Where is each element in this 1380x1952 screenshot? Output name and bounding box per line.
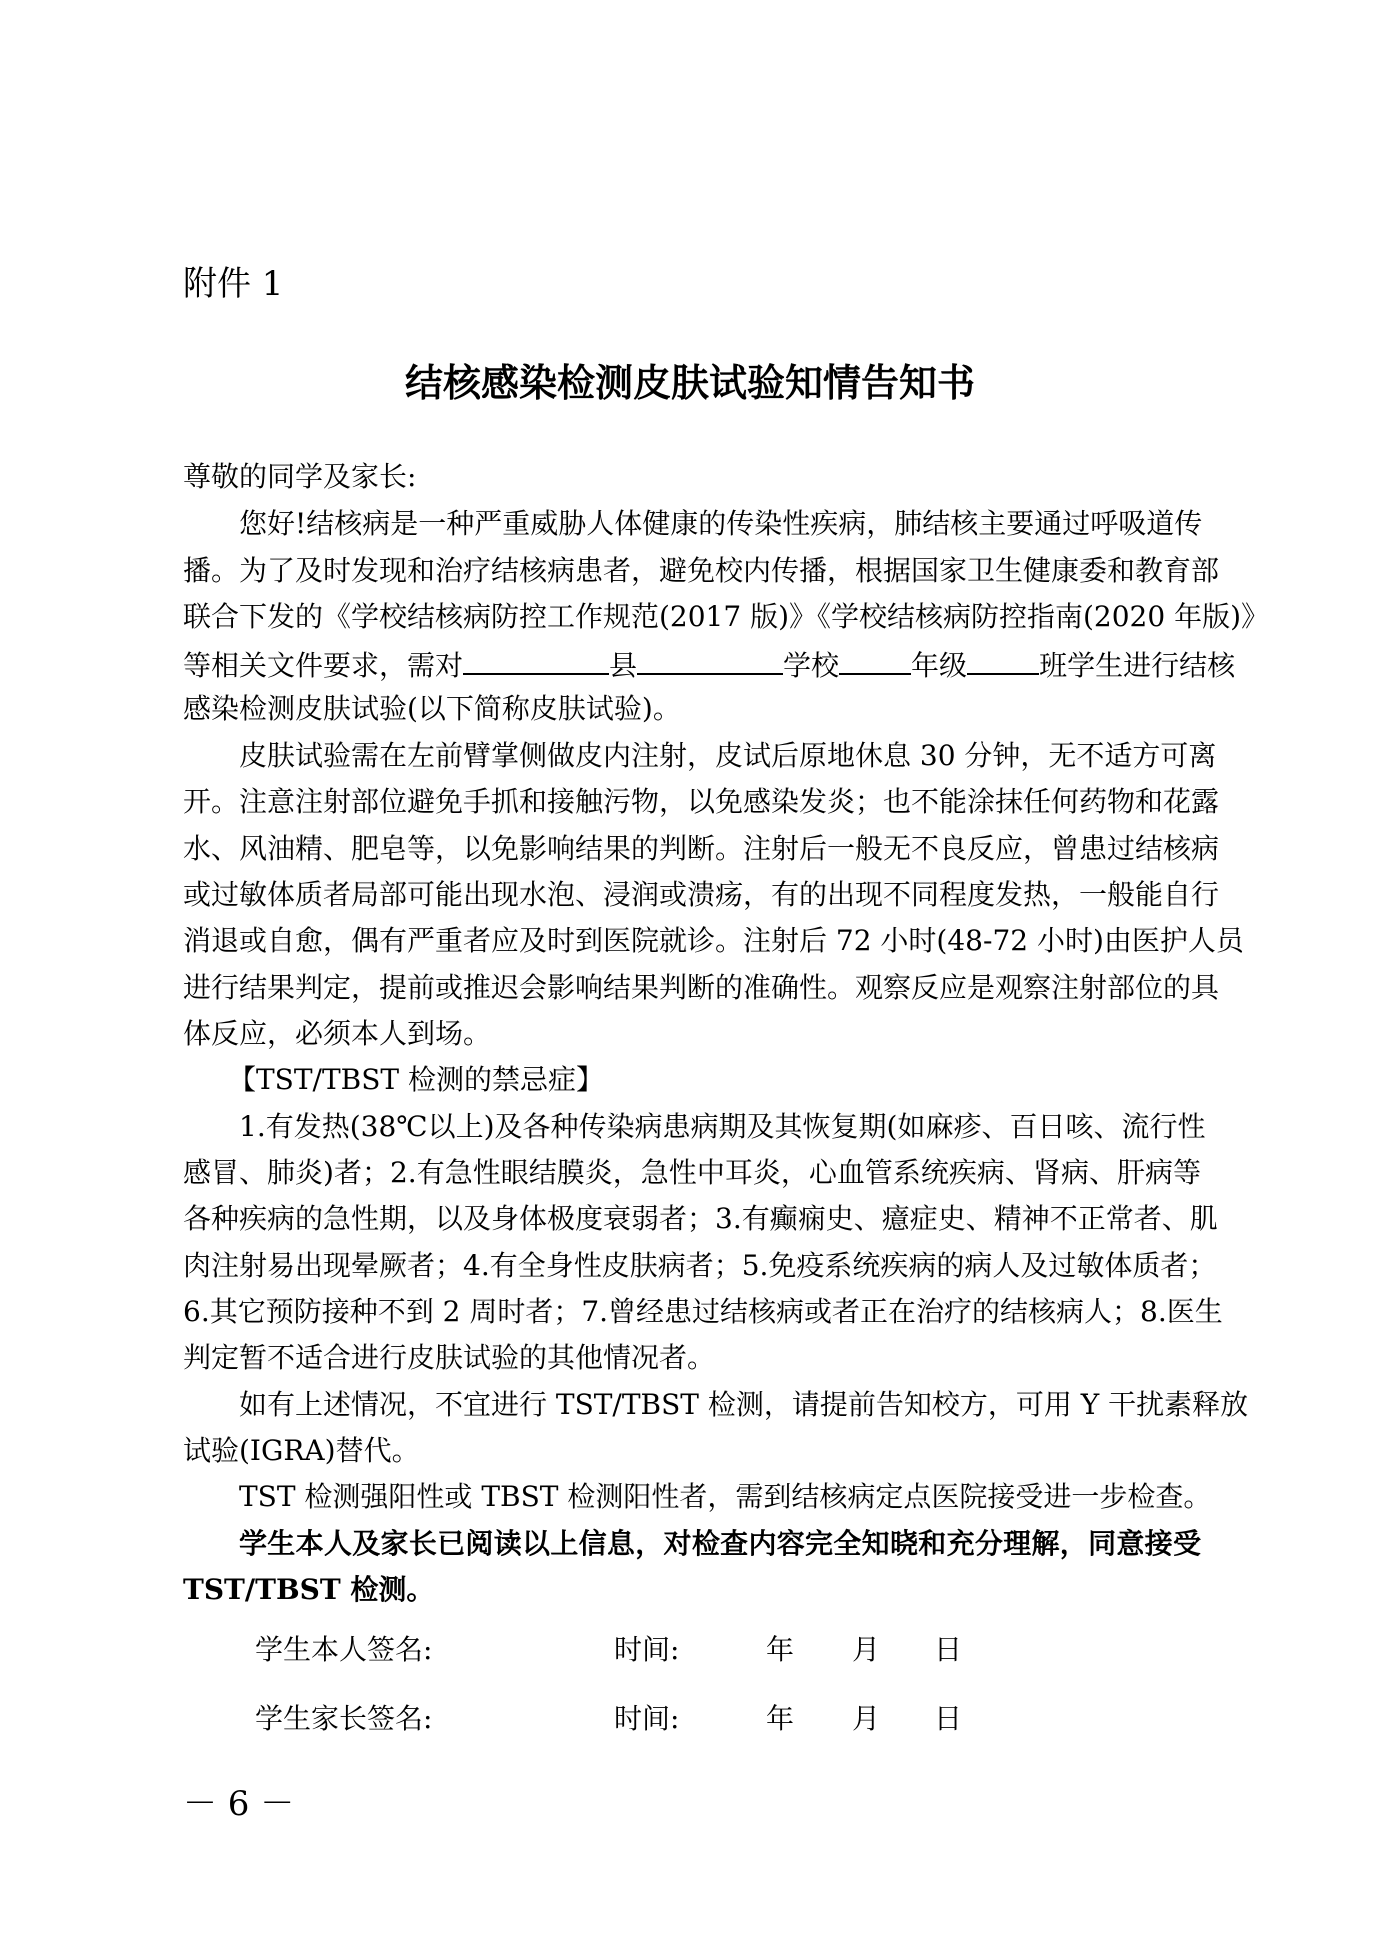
- student-signature-label: 学生本人签名:: [255, 1633, 433, 1666]
- attachment-label: 附件 1: [183, 264, 284, 304]
- para2-line3: 水、风油精、肥皂等，以免影响结果的判断。注射后一般无不良反应，曾患过结核病: [183, 832, 1220, 865]
- para1-line4-text-c: 学校: [783, 649, 840, 682]
- para4: TST 检测强阳性或 TBST 检测阳性者，需到结核病定点医院接受进一步检查。: [239, 1480, 1212, 1513]
- student-year-label: 年: [766, 1633, 795, 1666]
- para2-line4: 或过敏体质者局部可能出现水泡、浸润或溃疡，有的出现不同程度发热，一般能自行: [183, 878, 1220, 911]
- para1-line4-text-a: 等相关文件要求，需对: [183, 649, 464, 682]
- student-month-label: 月: [852, 1633, 881, 1666]
- contra-line5: 6.其它预防接种不到 2 周时者；7.曾经患过结核病或者正在治疗的结核病人；8.医生: [183, 1295, 1223, 1328]
- parent-signature-label: 学生家长签名:: [255, 1702, 433, 1735]
- parent-month-label: 月: [852, 1702, 881, 1735]
- contra-line3: 各种疾病的急性期，以及身体极度衰弱者；3.有癫痫史、癔症史、精神不正常者、肌: [183, 1202, 1218, 1235]
- contra-line4: 肉注射易出现晕厥者；4.有全身性皮肤病者；5.免疫系统疾病的病人及过敏体质者；: [183, 1249, 1217, 1282]
- para2-line1: 皮肤试验需在左前臂掌侧做皮内注射，皮试后原地休息 30 分钟，无不适方可离: [239, 739, 1217, 772]
- contraindications-heading: 【TST/TBST 检测的禁忌症】: [228, 1063, 604, 1096]
- page-number: － 6 －: [183, 1784, 295, 1824]
- para1-line4-text-d: 年级: [911, 649, 968, 682]
- county-blank[interactable]: [463, 647, 609, 675]
- para1-line4: [183, 647, 1235, 682]
- consent-line1: 学生本人及家长已阅读以上信息，对检查内容完全知晓和充分理解，同意接受: [239, 1527, 1201, 1560]
- parent-day-label: 日: [934, 1702, 963, 1735]
- student-day-label: 日: [934, 1633, 963, 1666]
- para1-line3: 联合下发的《学校结核病防控工作规范(2017 版)》《学校结核病防控指南(2020 年版)》: [183, 600, 1270, 633]
- contra-line6: 判定暂不适合进行皮肤试验的其他情况者。: [183, 1341, 716, 1374]
- para3-line1: 如有上述情况，不宜进行 TST/TBST 检测，请提前告知校方，可用 Y 干扰素释放: [239, 1388, 1249, 1421]
- grade-blank[interactable]: [839, 647, 911, 675]
- para1-line1: 您好!结核病是一种严重威胁人体健康的传染性疾病，肺结核主要通过呼吸道传: [239, 507, 1203, 540]
- contra-line1: 1.有发热(38℃以上)及各种传染病患病期及其恢复期(如麻疹、百日咳、流行性: [239, 1110, 1206, 1143]
- consent-line2: TST/TBST 检测。: [183, 1573, 435, 1606]
- salutation: 尊敬的同学及家长:: [183, 460, 417, 493]
- para1-line4-text-e: 班学生进行结核: [1039, 649, 1236, 682]
- student-time-label: 时间:: [614, 1633, 680, 1666]
- class-blank[interactable]: [967, 647, 1039, 675]
- para2-line2: 开。注意注射部位避免手抓和接触污物，以免感染发炎；也不能涂抹任何药物和花露: [183, 785, 1220, 818]
- para2-line6: 进行结果判定，提前或推迟会影响结果判断的准确性。观察反应是观察注射部位的具: [183, 971, 1220, 1004]
- parent-year-label: 年: [766, 1702, 795, 1735]
- para2-line7: 体反应，必须本人到场。: [183, 1017, 492, 1050]
- para1-line2: 播。为了及时发现和治疗结核病患者，避免校内传播，根据国家卫生健康委和教育部: [183, 554, 1220, 587]
- parent-time-label: 时间:: [614, 1702, 680, 1735]
- para1-line5: 感染检测皮肤试验(以下简称皮肤试验)。: [183, 692, 681, 725]
- document-title: 结核感染检测皮肤试验知情告知书: [404, 360, 975, 405]
- para2-line5: 消退或自愈，偶有严重者应及时到医院就诊。注射后 72 小时(48-72 小时)由医护人员: [183, 924, 1244, 957]
- school-blank[interactable]: [637, 647, 783, 675]
- contra-line2: 感冒、肺炎)者；2.有急性眼结膜炎，急性中耳炎，心血管系统疾病、肾病、肝病等: [183, 1156, 1201, 1189]
- para1-line4-text-b: 县: [609, 649, 638, 682]
- para3-line2: 试验(IGRA)替代。: [183, 1434, 420, 1467]
